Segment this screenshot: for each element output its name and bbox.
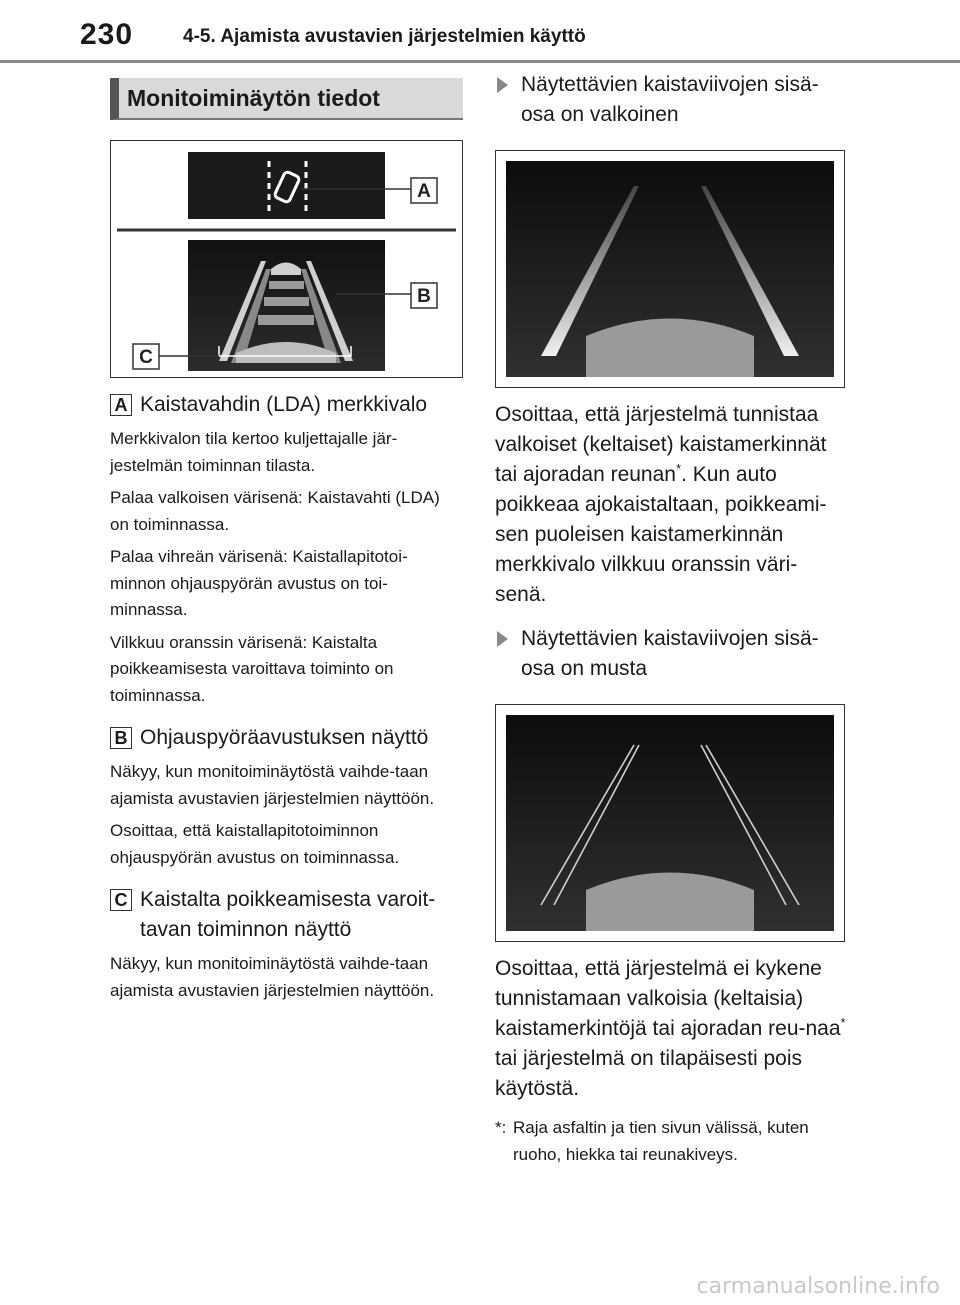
item-b-paragraph: Näkyy, kun monitoiminäytöstä vaihde-taan ajamista avustavien järjestelmien näyttöön.	[110, 762, 435, 808]
item-b-title: Ohjauspyöräavustuksen näyttö	[140, 726, 429, 749]
bullet-line: Näytettävien kaistaviivojen sisä-	[521, 73, 819, 96]
lane-lines-white-figure	[495, 150, 845, 388]
description-text: tai järjestelmä on tilapäisesti pois käytöstä.	[495, 1047, 802, 1100]
section-title: Monitoiminäytön tiedot	[127, 85, 380, 111]
header-divider	[0, 60, 960, 63]
footnote-marker: *	[840, 1015, 846, 1030]
svg-text:B: B	[417, 286, 431, 307]
footnote	[495, 1114, 847, 1168]
item-a-title: Kaistavahdin (LDA) merkkivalo	[140, 393, 428, 416]
item-label-a: A	[110, 394, 132, 416]
item-b-heading	[110, 723, 463, 753]
footnote-mark: *:	[495, 1118, 507, 1137]
item-a-paragraph: Palaa valkoisen värisenä: Kaistavahti (LDA) on toiminnassa.	[110, 488, 440, 534]
item-a-paragraph: Palaa vihreän värisenä: Kaistallapitotoi-minnon ohjauspyörän avustus on toi-minnassa.	[110, 547, 408, 619]
triangle-bullet-icon	[497, 77, 508, 93]
item-a-paragraph: Merkkivalon tila kertoo kuljettajalle jär-jestelmän toiminnan tilasta.	[110, 429, 398, 475]
bullet-line: osa on musta	[521, 657, 648, 680]
description-text: Osoittaa, että järjestelmä ei kykene tunnistamaan valkoisia (keltaisia) kaistamerkintöjä tai ajoradan reu-naa	[495, 957, 841, 1040]
footnote-marker: *	[675, 461, 682, 476]
chapter-title: 4-5. Ajamista avustavien järjestelmien käyttö	[183, 26, 586, 47]
footnote-text: Raja asfaltin ja tien sivun välissä, kuten ruoho, hiekka tai reunakiveys.	[513, 1118, 809, 1164]
lane-lines-black-figure	[495, 704, 845, 942]
item-label-b: B	[110, 727, 132, 749]
item-c-title	[140, 885, 435, 945]
item-c-heading	[110, 885, 463, 945]
page-number: 230	[80, 18, 134, 51]
item-c-paragraph: Näkyy, kun monitoiminäytöstä vaihde-taan ajamista avustavien järjestelmien näyttöön.	[110, 954, 435, 1000]
black-lane-description	[495, 954, 847, 1104]
item-label-c: C	[110, 889, 132, 911]
white-lane-illustration	[506, 161, 834, 377]
indicator-panel	[188, 152, 385, 219]
item-b-paragraph: Osoittaa, että kaistallapitotoiminnon ohjauspyörän avustus on toiminnassa.	[110, 821, 400, 867]
white-lane-description	[495, 400, 847, 610]
bullet-text	[521, 624, 819, 684]
black-lane-illustration	[506, 715, 834, 931]
item-a-heading	[110, 390, 463, 420]
item-c-title-line1: Kaistalta poikkeamisesta varoit-	[140, 888, 436, 911]
page-header	[0, 0, 960, 62]
display-illustration	[111, 141, 462, 377]
item-a-paragraph: Vilkkuu oranssin värisenä: Kaistalta poikkeamisesta varoittava toiminto on toiminnassa.	[110, 632, 394, 705]
svg-text:A: A	[417, 181, 431, 202]
right-column	[495, 70, 847, 1168]
multi-info-display-figure	[110, 140, 463, 378]
left-column	[110, 78, 463, 1004]
bullet-text	[521, 70, 819, 130]
section-heading	[110, 78, 463, 120]
bullet-line: osa on valkoinen	[521, 103, 679, 126]
description-text: Osoittaa, että järjestelmä tunnistaa valkoiset (keltaiset) kaistamerkinnät tai ajoradan reunan	[495, 403, 827, 486]
bullet-white-inner	[495, 70, 847, 130]
watermark: carmanualsonline.info	[696, 1274, 940, 1299]
bullet-line: Näytettävien kaistaviivojen sisä-	[521, 627, 819, 650]
item-c-title-line2: tavan toiminnon näyttö	[140, 918, 352, 941]
bullet-black-inner	[495, 624, 847, 684]
triangle-bullet-icon	[497, 631, 508, 647]
description-text: . Kun auto poikkeaa ajokaistaltaan, poikkeami-sen puoleisen kaistamerkinnän merkkivalo vilkkuu oranssin väri-senä.	[495, 463, 827, 606]
svg-text:C: C	[139, 347, 153, 368]
